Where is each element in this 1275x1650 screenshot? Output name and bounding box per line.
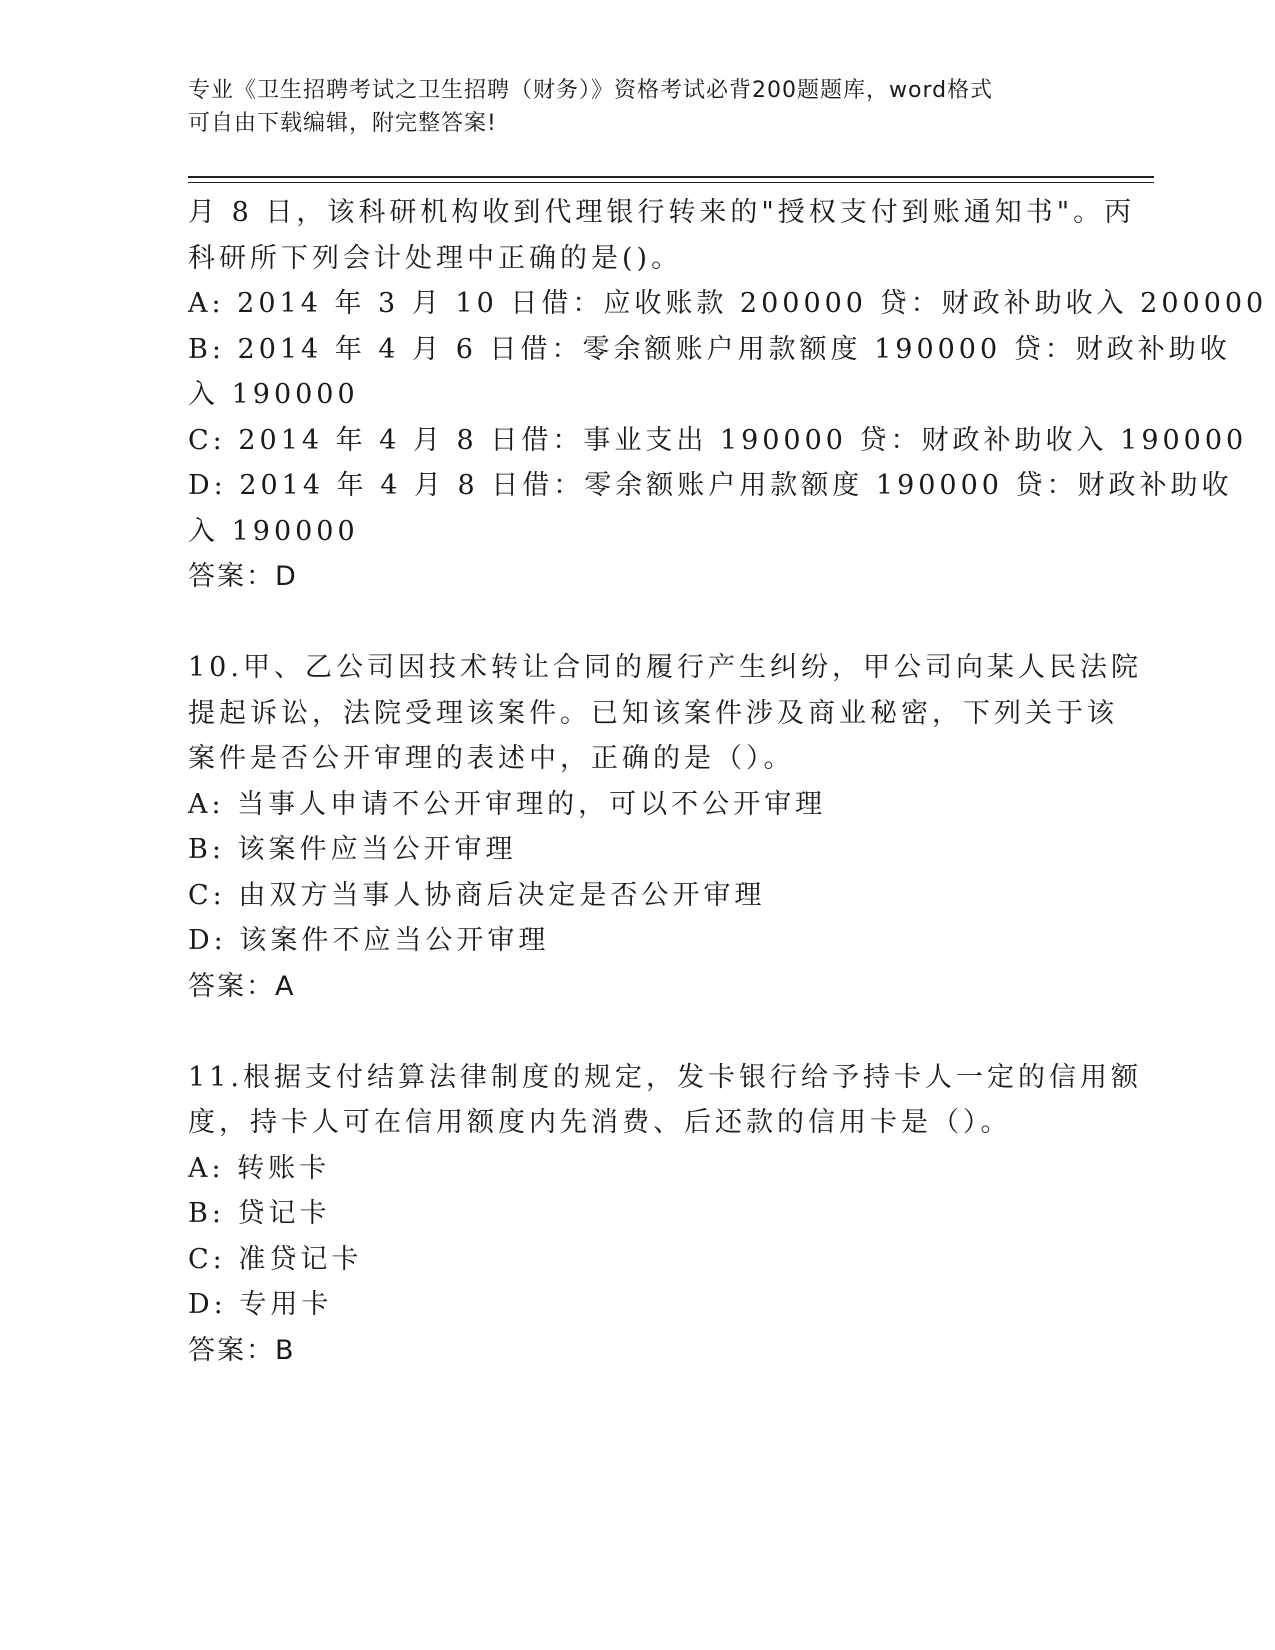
question-text: 科研所下列会计处理中正确的是()。 [188,242,683,274]
answer-label: 答案：A [188,970,296,1002]
question-text: 度，持卡人可在信用额度内先消费、后还款的信用卡是（）。 [188,1107,1012,1138]
spacer [188,1009,1088,1055]
header-title-line-2: 可自由下载编辑，附完整答案! [188,111,497,136]
option-a: A: 当事人申请不公开审理的，可以不公开审理 [188,788,827,820]
spacer [188,600,1088,646]
answer-label: 答案：D [188,561,298,592]
answer-label: 答案：B [188,1334,296,1366]
header-rule-thick [188,176,1154,178]
option-d-continued: 入 190000 [188,515,359,547]
question-block-11 [188,1055,1142,1374]
option-b: B: 2014 年 4 月 6 日借：零余额账户用款额度 190000 贷：财政补助收 [188,333,1231,365]
option-d: D: 专用卡 [188,1289,333,1320]
option-b: B: 贷记卡 [188,1198,331,1229]
question-text: 10.甲、乙公司因技术转让合同的履行产生纠纷，甲公司向某人民法院 [188,652,1142,683]
question-block-10 [188,645,1142,1009]
document-body [188,190,1268,1373]
question-text: 11.根据支付结算法律制度的规定，发卡银行给予持卡人一定的信用额 [188,1061,1142,1093]
header-rule-thin [188,182,1154,183]
document-header [188,74,1068,140]
option-a: A: 转账卡 [188,1152,331,1184]
option-c: C: 由双方当事人协商后决定是否公开审理 [188,879,766,911]
option-c: C: 准贷记卡 [188,1243,363,1275]
question-block-9 [188,190,1268,600]
option-c: C: 2014 年 4 月 8 日借：事业支出 190000 贷：财政补助收入 190000 [188,424,1248,456]
question-text: 月 8 日，该科研机构收到代理银行转来的"授权支付到账通知书"。丙 [188,197,1136,228]
option-d: D: 该案件不应当公开审理 [188,925,550,956]
option-b: B: 该案件应当公开审理 [188,834,517,865]
option-b-continued: 入 190000 [188,379,359,410]
header-title-line-1: 专业《卫生招聘考试之卫生招聘（财务）》资格考试必背200题题库，word格式 [188,78,994,103]
option-d: D: 2014 年 4 月 8 日借：零余额账户用款额度 190000 贷：财政补助收 [188,470,1233,501]
question-text: 提起诉讼，法院受理该案件。已知该案件涉及商业秘密，下列关于该 [188,697,1118,729]
question-text: 案件是否公开审理的表述中，正确的是（）。 [188,743,795,774]
option-a: A: 2014 年 3 月 10 日借：应收账款 200000 贷：财政补助收入 200000 [188,288,1268,319]
